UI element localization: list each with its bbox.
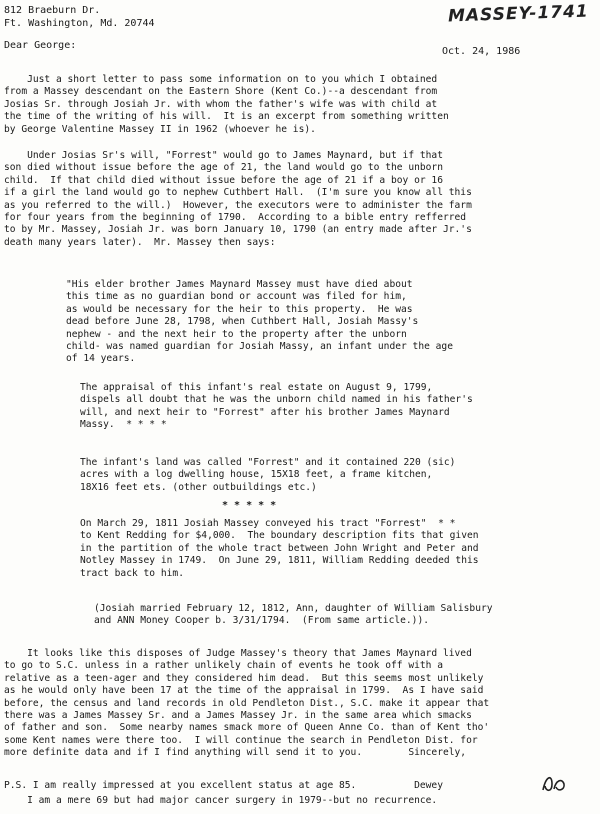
signature-mark — [540, 772, 570, 798]
postscript-line-1: P.S. I am really impressed at you excellent status at age 85. Dewey — [4, 780, 443, 791]
paragraph-intro: Just a short letter to pass some information on to you which I obtained from a Massey descendant on the Eastern Shore (Kent Co.)--a descendant from Josias Sr. through Josiah Jr. with whom the father's wife was with child at the time of the writing of his will. It is an excerpt from something written by George Valentine Massey II in 1962 (whoever he is). — [4, 74, 449, 135]
section-stars: * * * * * — [222, 500, 277, 511]
letter-date: Oct. 24, 1986 — [442, 46, 521, 57]
greeting: Dear George: — [4, 40, 77, 51]
postscript-line-2: I am a mere 69 but had major cancer surgery in 1979--but no recurrence. — [4, 795, 438, 806]
quote-paragraph-4: On March 29, 1811 Josiah Massey conveyed his tract "Forrest" * * to Kent Redding for $4,000. The boundary description fits that given in the partition of the whole tract between John Wright and Peter and Notley Massey in 1749. On June 29, 1811, William Redding deeded this tract back to him. — [80, 518, 479, 579]
address-line-1: 812 Braeburn Dr. — [4, 5, 101, 16]
signature-initials — [540, 772, 570, 794]
address-line-2: Ft. Washington, Md. 20744 — [4, 18, 155, 29]
sender-address — [4, 4, 155, 30]
quote-paragraph-5: (Josiah married February 12, 1812, Ann, daughter of William Salisbury and ANN Money Cooper b. 3/31/1794. (From same article.)). — [94, 603, 493, 627]
quote-paragraph-3: The infant's land was called "Forrest" and it contained 220 (sic) acres with a log dwelling house, 15X18 feet, a frame kitchen, 18X16 feet ets. (other outbuildings etc.) — [80, 457, 456, 493]
quote-paragraph-1: "His elder brother James Maynard Massey must have died about this time as no guardian bond or account was filed for him, as would be necessary for the heir to this property. He was dead before June 28, 1798, when Cuthbert Hall, Josiah Massy's nephew - and the next heir to the property after the unborn child- was named guardian for Josiah Massy, an infant under the age of 14 years. — [66, 279, 453, 365]
handwritten-title: MASSEY-1741 — [447, 1, 590, 27]
quote-paragraph-2: The appraisal of this infant's real estate on August 9, 1799, dispels all doubt that he was the unborn child named in his father's will, and next heir to "Forrest" after his brother James Maynard Massy. * * * * — [80, 382, 473, 431]
paragraph-will: Under Josias Sr's will, "Forrest" would go to James Maynard, but if that son died without issue before the age of 21, the land would go to the unborn child. If that child died without issue before the age of 21 if a boy or 16 if a girl the land would go to nephew Cuthbert Hall. (I'm sure you know all this as you referred to the will.) However, the executors were to administer the farm for four years from the beginning of 1790. According to a bible entry refferred to by Mr. Massey, Josiah Jr. was born January 10, 1790 (an entry made after Jr.'s death many years later). Mr. Massey then says: — [4, 150, 472, 248]
paragraph-conclusion: It looks like this disposes of Judge Massey's theory that James Maynard lived to go to S.C. unless in a rather unlikely chain of events he took off with a relative as a teen-ager and they considered him dead. But this seems most unlikely as he would only have been 17 at the time of the appraisal in 1799. As I have said before, the census and land records in old Pendleton Dist., S.C. make it appear that there was a James Massey Sr. and a James Massey Jr. in the same area which smacks of father and son. Some nearby names smack more of Queen Anne Co. than of Kent tho' some Kent names were there too. I will continue the search in Pendleton Dist. for more definite data and if I find anything will send it to you. Sincerely, — [4, 648, 490, 759]
